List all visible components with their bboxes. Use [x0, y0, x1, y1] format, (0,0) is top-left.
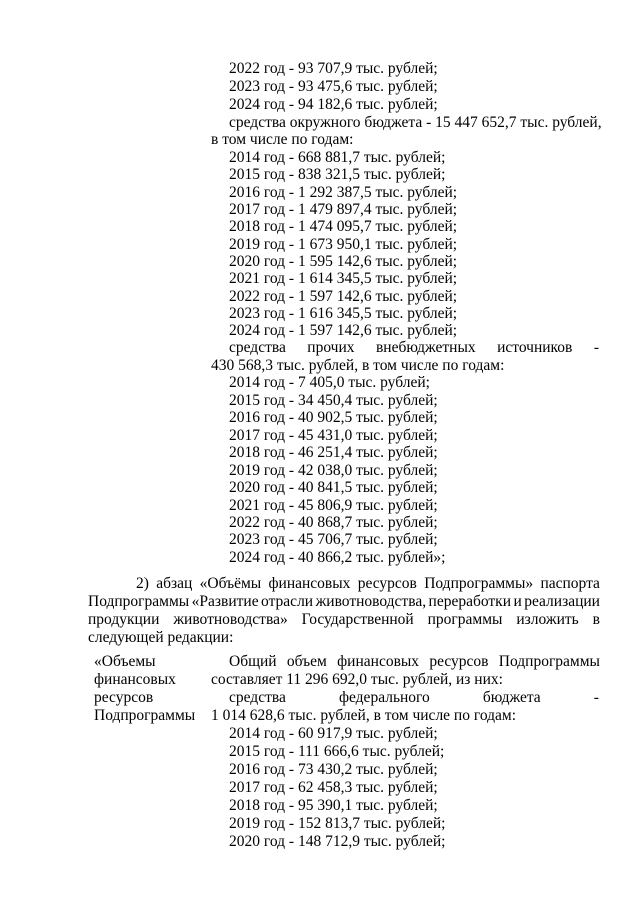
year-line: 2015 год - 111 666,6 тыс. рублей;	[229, 743, 445, 760]
year-line: 2015 год - 34 450,4 тыс. рублей;	[229, 392, 438, 409]
year-line: 2023 год - 1 616 345,5 тыс. рублей;	[229, 305, 458, 322]
okrug-budget-by-years: в том числе по годам:	[211, 131, 354, 148]
word: в	[592, 611, 600, 628]
year-line: 2023 год - 93 475,6 тыс. рублей;	[229, 78, 438, 95]
paragraph-2-line-3	[88, 611, 600, 628]
year-line: 2020 год - 148 712,9 тыс. рублей;	[229, 833, 446, 850]
year-line: 2018 год - 95 390,1 тыс. рублей;	[229, 797, 438, 814]
year-line: 2015 год - 838 321,5 тыс. рублей;	[229, 166, 446, 183]
word: Подпрограммы	[498, 653, 600, 670]
word: Подпрограммы»	[424, 575, 534, 592]
word: ресурсов	[429, 653, 489, 670]
table-label: Подпрограммы	[94, 707, 196, 724]
year-line: 2022 год - 40 868,7 тыс. рублей;	[229, 514, 438, 531]
word: средства	[229, 689, 286, 706]
year-line: 2017 год - 1 479 897,4 тыс. рублей;	[229, 201, 458, 218]
word: животноводства,	[315, 593, 427, 610]
year-line: 2021 год - 45 806,9 тыс. рублей;	[229, 497, 438, 514]
year-line: 2014 год - 7 405,0 тыс. рублей;	[229, 374, 430, 391]
word: внебюджетных	[375, 339, 476, 356]
table-total-line-1	[229, 653, 600, 670]
word: реализации	[524, 593, 600, 610]
word: бюджета	[482, 689, 541, 706]
word: продукции	[88, 611, 160, 628]
year-line: 2014 год - 60 917,9 тыс. рублей;	[229, 725, 438, 742]
word: 2)	[136, 575, 149, 592]
word: отрасли	[261, 593, 314, 610]
table-fed-line-2: 1 014 628,6 тыс. рублей, в том числе по годам:	[211, 707, 517, 724]
word: животноводства»	[173, 611, 288, 628]
word: Подпрограммы	[88, 593, 190, 610]
word: Государственной	[301, 611, 414, 628]
word: паспорта	[540, 575, 600, 592]
table-fed-line-1	[229, 689, 599, 706]
year-line: 2024 год - 1 597 142,6 тыс. рублей;	[229, 322, 458, 339]
word: -	[593, 339, 599, 356]
year-line: 2018 год - 46 251,4 тыс. рублей;	[229, 444, 438, 461]
word: федерального	[338, 689, 430, 706]
other-sources-total	[229, 339, 599, 356]
word: ресурсов	[357, 575, 417, 592]
okrug-budget-total: средства окружного бюджета - 15 447 652,7 тыс. рублей,	[229, 114, 602, 131]
year-line: 2014 год - 668 881,7 тыс. рублей;	[229, 149, 446, 166]
year-line: 2020 год - 40 841,5 тыс. рублей;	[229, 479, 438, 496]
word: «Развитие	[191, 593, 259, 610]
year-line: 2020 год - 1 595 142,6 тыс. рублей;	[229, 253, 458, 270]
table-label: финансовых	[94, 671, 176, 688]
word: переработки	[428, 593, 511, 610]
word: «Объёмы	[199, 575, 262, 592]
word: источников	[497, 339, 573, 356]
word: программы	[427, 611, 503, 628]
other-sources-by-years: 430 568,3 тыс. рублей, в том числе по годам:	[211, 357, 505, 374]
year-line: 2016 год - 1 292 387,5 тыс. рублей;	[229, 184, 458, 201]
year-line: 2022 год - 1 597 142,6 тыс. рублей;	[229, 288, 458, 305]
year-line: 2019 год - 152 813,7 тыс. рублей;	[229, 815, 446, 832]
year-line: 2023 год - 45 706,7 тыс. рублей;	[229, 531, 438, 548]
word: Общий	[229, 653, 277, 670]
year-line: 2018 год - 1 474 095,7 тыс. рублей;	[229, 218, 458, 235]
year-line: 2021 год - 1 614 345,5 тыс. рублей;	[229, 270, 458, 287]
paragraph-2-line-1	[136, 575, 600, 592]
word: объем	[286, 653, 327, 670]
year-line: 2017 год - 62 458,3 тыс. рублей;	[229, 779, 438, 796]
word: средства	[229, 339, 286, 356]
year-line: 2024 год - 40 866,2 тыс. рублей»;	[229, 549, 446, 566]
year-line: 2019 год - 42 038,0 тыс. рублей;	[229, 462, 438, 479]
year-line: 2017 год - 45 431,0 тыс. рублей;	[229, 427, 438, 444]
word: и	[513, 593, 522, 610]
word: финансовых	[268, 575, 351, 592]
paragraph-2-line-2	[88, 593, 600, 610]
year-line: 2022 год - 93 707,9 тыс. рублей;	[229, 60, 438, 77]
word: изложить	[516, 611, 579, 628]
year-line: 2019 год - 1 673 950,1 тыс. рублей;	[229, 236, 458, 253]
paragraph-2-line-4: следующей редакции:	[88, 629, 234, 646]
word: финансовых	[337, 653, 420, 670]
year-line: 2016 год - 73 430,2 тыс. рублей;	[229, 761, 438, 778]
word: -	[593, 689, 599, 706]
year-line: 2016 год - 40 902,5 тыс. рублей;	[229, 409, 438, 426]
word: абзац	[156, 575, 193, 592]
word: прочих	[307, 339, 355, 356]
table-label: «Объемы	[94, 653, 156, 670]
year-line: 2024 год - 94 182,6 тыс. рублей;	[229, 96, 438, 113]
table-total-line-2: составляет 11 296 692,0 тыс. рублей, из них:	[211, 671, 503, 688]
table-label: ресурсов	[94, 689, 154, 706]
